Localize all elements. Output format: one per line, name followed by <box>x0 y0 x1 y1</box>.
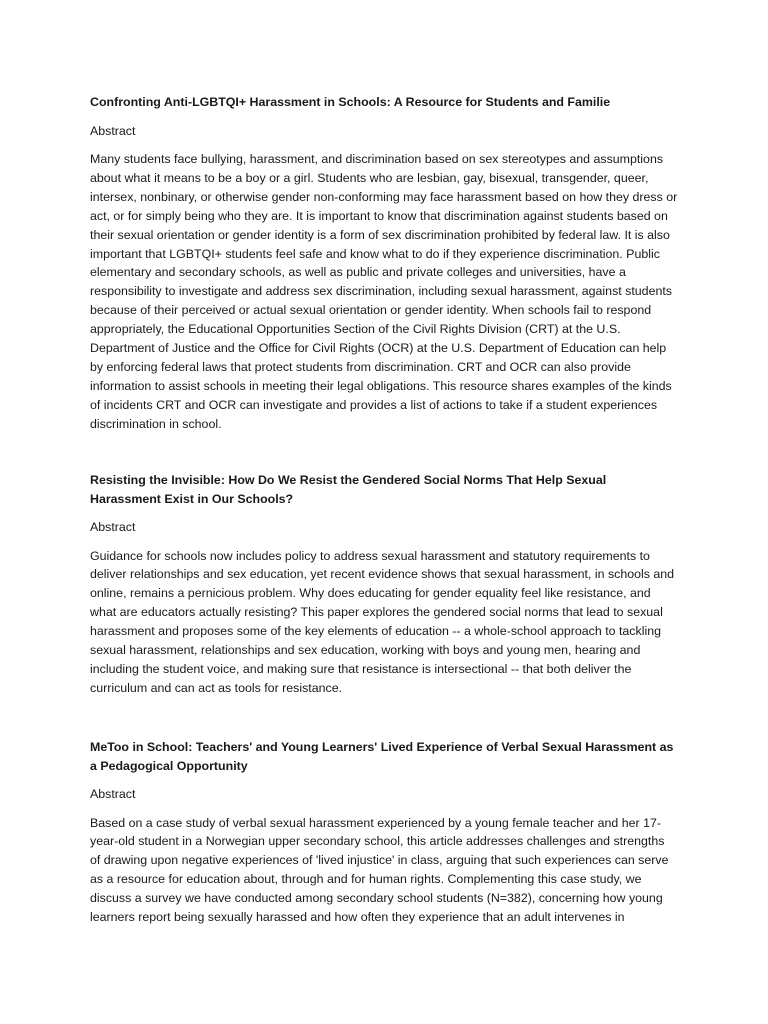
article-3-title: MeToo in School: Teachers' and Young Learners' Lived Experience of Verbal Sexual Harassment as a Pedagogical Opportunity <box>90 740 674 773</box>
article-1 <box>90 93 678 434</box>
article-1-abstract-text: Many students face bullying, harassment, and discrimination based on sex stereotypes and assumptions about what it means to be a boy or a girl. Students who are lesbian, gay, bisexual, transgender, queer, intersex, nonbinary, or otherwise gender non-conforming may face harassment based on how they dress or act, or for simply being who they are. It is important to know that discrimination against students based on their sexual orientation or gender identity is a form of sex discrimination prohibited by federal law. It is also important that LGBTQI+ students feel safe and know what to do if they experience discrimination. Public elementary and secondary schools, as well as public and private colleges and universities, have a responsibility to investigate and address sex discrimination, including sexual harassment, against students because of their perceived or actual sexual orientation or gender identity. When schools fail to respond appropriately, the Educational Opportunities Section of the Civil Rights Division (CRT) at the U.S. Department of Justice and the Office for Civil Rights (OCR) at the U.S. Department of Education can help by enforcing federal laws that protect students from discrimination. CRT and OCR can also provide information to assist schools in meeting their legal obligations. This resource shares examples of the kinds of incidents CRT and OCR can investigate and provides a list of actions to take if a student experiences discrimination in school. <box>90 152 678 431</box>
article-3 <box>90 738 678 927</box>
article-2 <box>90 471 678 698</box>
article-2-abstract-text: Guidance for schools now includes policy to address sexual harassment and statutory requirements to deliver relationships and sex education, yet recent evidence shows that sexual harassment, in schools and online, remains a pernicious problem. Why does educating for gender equality feel like resistance, and what are educators actually resisting? This paper explores the gendered social norms that lead to sexual harassment and proposes some of the key elements of education -- a whole-school approach to tackling sexual harassment, relationships and sex education, working with boys and young men, hearing and including the student voice, and making sure that resistance is intersectional -- that both deliver the curriculum and can act as tools for resistance. <box>90 548 675 695</box>
article-2-title: Resisting the Invisible: How Do We Resist the Gendered Social Norms That Help Sexual Harassment Exist in Our Schools? <box>90 473 607 506</box>
article-3-abstract-text: Based on a case study of verbal sexual harassment experienced by a young female teacher and her 17-year-old student in a Norwegian upper secondary school, this article addresses challenges and strengths of drawing upon negative experiences of 'lived injustice' in class, arguing that such experiences can serve as a resource for education about, through and for human rights. Complementing this case study, we discuss a survey we have conducted among secondary school students (N=382), concerning how young learners report being sexually harassed and how often they experience that an adult intervenes in <box>90 815 669 925</box>
article-2-abstract-heading: Abstract <box>90 520 136 534</box>
article-3-abstract-heading: Abstract <box>90 787 136 801</box>
article-1-title: Confronting Anti-LGBTQI+ Harassment in Schools: A Resource for Students and Familie <box>90 95 611 109</box>
article-1-abstract-heading: Abstract <box>90 123 136 138</box>
